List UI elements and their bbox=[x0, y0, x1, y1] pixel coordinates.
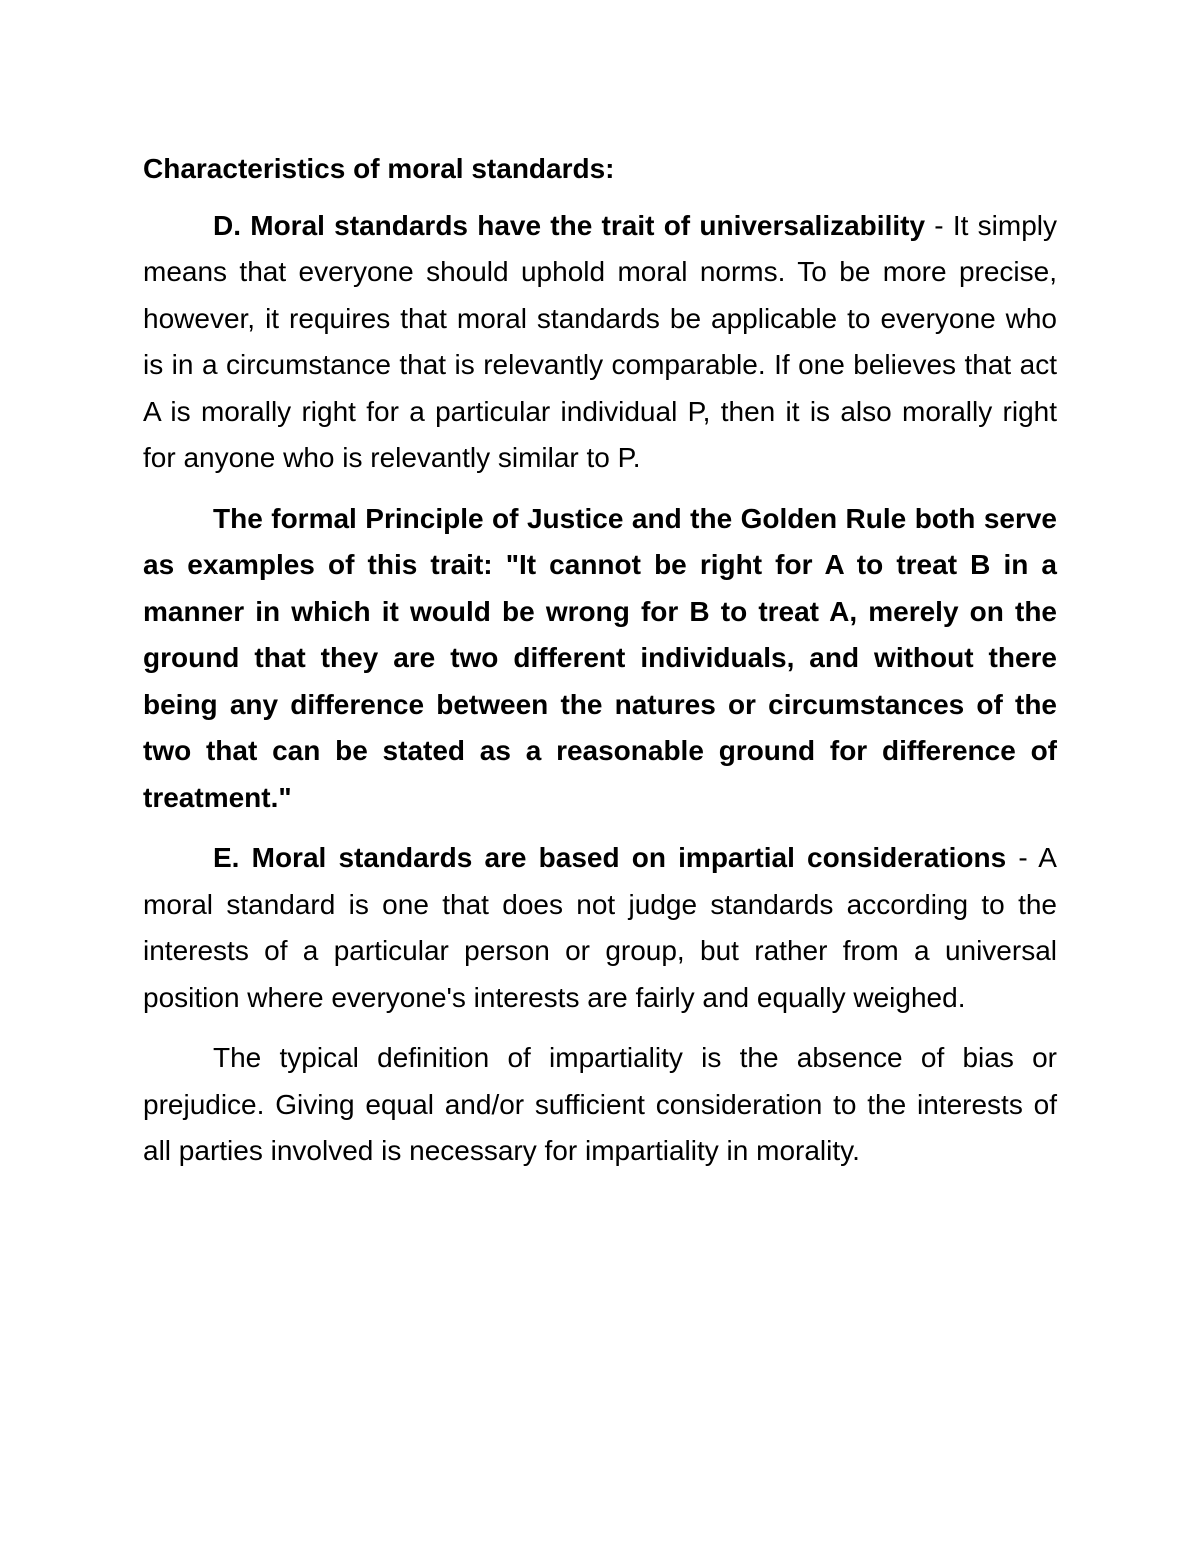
section-d-body: - It simply means that everyone should uphold moral norms. To be more precise, however, it requires that moral standards be applicable to everyone who is in a circumstance that is relevantly comparable. If one believes that act A is morally right for a particular individual P, then it is also morally right for anyone who is relevantly similar to P. bbox=[143, 209, 1057, 473]
section-e-title: E. Moral standards are based on impartial considerations bbox=[213, 842, 1007, 873]
page-heading: Characteristics of moral standards: bbox=[143, 153, 615, 184]
paragraph-justice: The formal Principle of Justice and the Golden Rule both serve as examples of this trait: "It cannot be right for A to treat B in a manner in which it would be wrong for B to treat A, merely on the ground that they are two different individuals, and without there being any difference between the natures or circumstances of the two that can be stated as a reasonable ground for difference of treatment." bbox=[143, 502, 1057, 813]
document-body bbox=[143, 146, 1057, 1189]
paragraph-impartiality: The typical definition of impartiality is the absence of bias or prejudice. Giving equal and/or sufficient consideration to the interests of all parties involved is necessary for impartiality in morality. bbox=[143, 1042, 1057, 1166]
paragraph-section-d bbox=[143, 203, 1057, 482]
paragraph-section-e bbox=[143, 835, 1057, 1021]
section-d-title: D. Moral standards have the trait of universalizability bbox=[213, 209, 926, 241]
section-e-body: - A moral standard is one that does not judge standards according to the interests of a particular person or group, but rather from a universal position where everyone's interests are fairly and equally weighed. bbox=[143, 842, 1057, 1013]
